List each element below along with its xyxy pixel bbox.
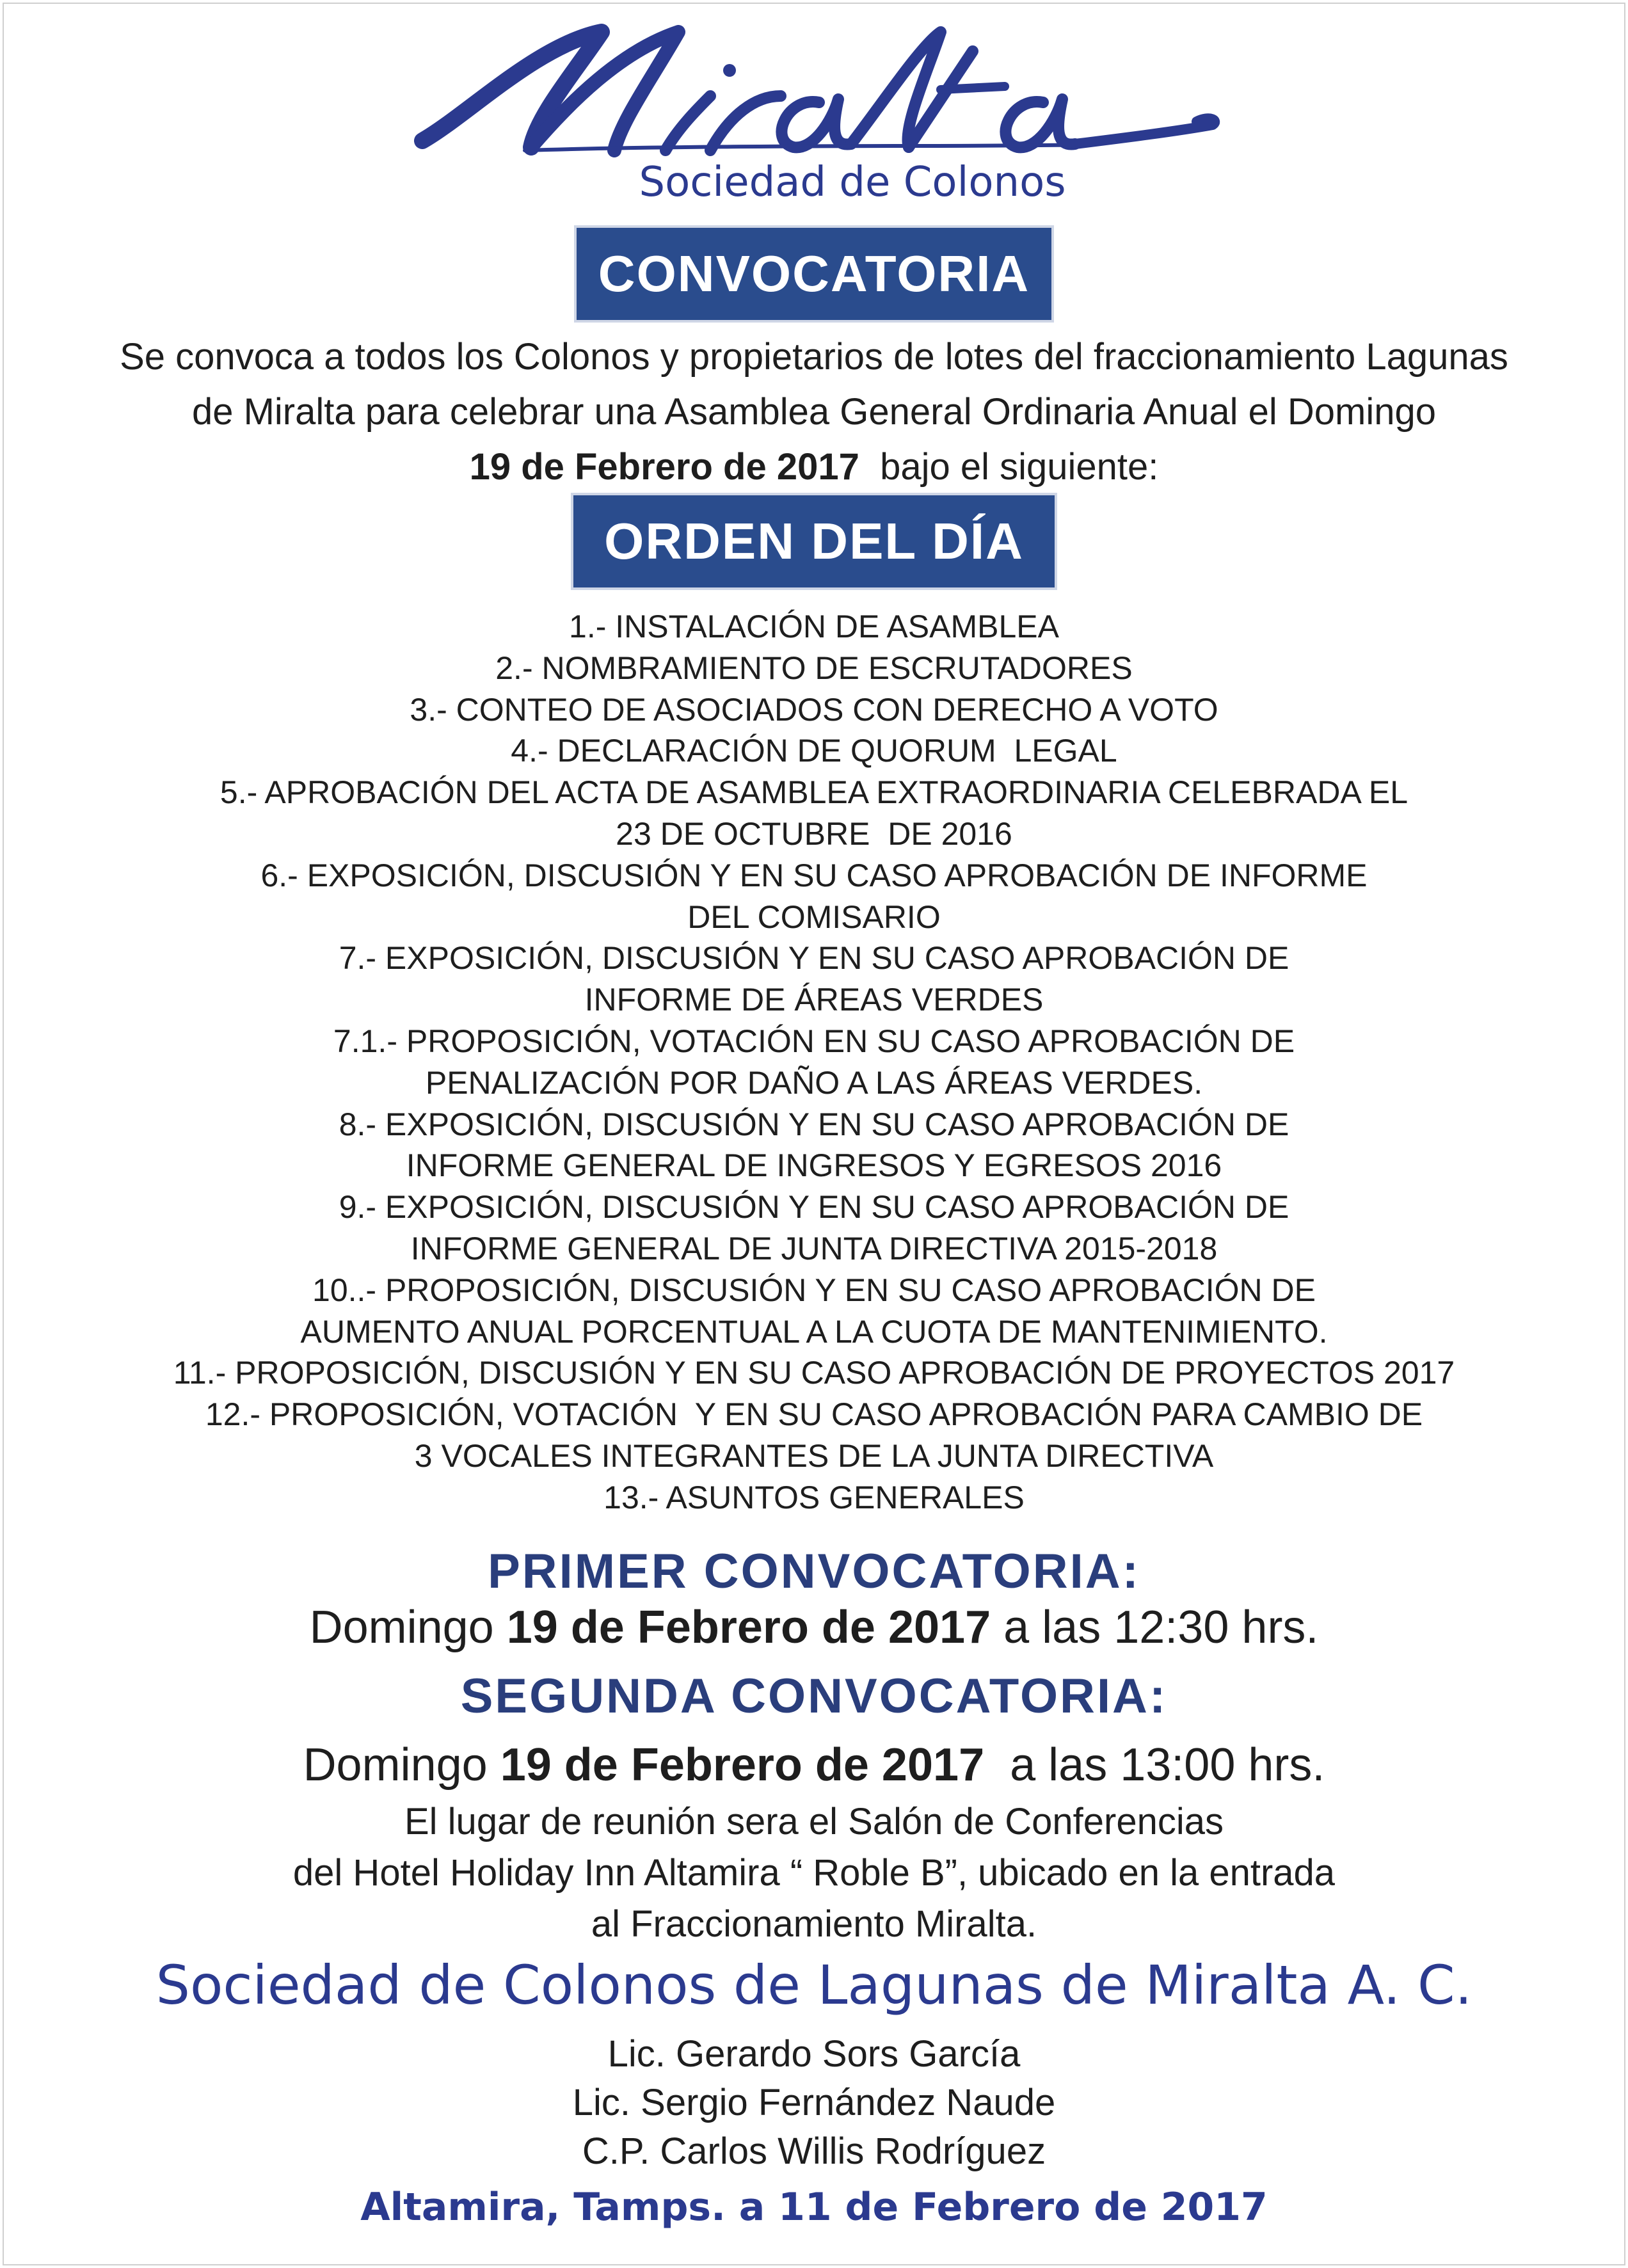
agenda-item: DEL COMISARIO bbox=[687, 898, 941, 935]
signer: C.P. Carlos Willis Rodríguez bbox=[582, 2130, 1046, 2172]
segunda-date: 19 de Febrero de 2017 bbox=[500, 1739, 985, 1791]
agenda-list bbox=[0, 606, 1628, 1519]
agenda-item: 4.- DECLARACIÓN DE QUORUM LEGAL bbox=[511, 733, 1117, 769]
agenda-item: 5.- APROBACIÓN DEL ACTA DE ASAMBLEA EXTRAORDINARIA CELEBRADA EL bbox=[219, 774, 1409, 811]
place-line-1: El lugar de reunión sera el Salón de Conferencias bbox=[404, 1801, 1224, 1842]
agenda-item: 7.1.- PROPOSICIÓN, VOTACIÓN EN SU CASO APROBACIÓN DE bbox=[333, 1023, 1295, 1059]
intro-line-2: de Miralta para celebrar una Asamblea General Ordinaria Anual el Domingo bbox=[191, 391, 1437, 433]
agenda-item: INFORME GENERAL DE INGRESOS Y EGRESOS 2016 bbox=[406, 1147, 1222, 1184]
society-name: Sociedad de Colonos de Lagunas de Miralta A. C. bbox=[156, 1954, 1472, 2016]
agenda-item: INFORME GENERAL DE JUNTA DIRECTIVA 2015-2018 bbox=[410, 1230, 1218, 1266]
primer-date: 19 de Febrero de 2017 bbox=[506, 1602, 991, 1653]
meeting-place bbox=[0, 1796, 1628, 1950]
intro-date: 19 de Febrero de 2017 bbox=[469, 446, 859, 488]
miralta-wordmark-icon bbox=[410, 19, 1222, 166]
logo-subtitle: Sociedad de Colonos bbox=[639, 159, 1066, 206]
segunda-hour: a las 13:00 hrs. bbox=[984, 1739, 1325, 1791]
primer-hour: a las 12:30 hrs. bbox=[991, 1602, 1319, 1653]
agenda-item: 8.- EXPOSICIÓN, DISCUSIÓN Y EN SU CASO APROBACIÓN DE bbox=[339, 1106, 1289, 1142]
segunda-prefix: Domingo bbox=[303, 1739, 500, 1791]
primer-prefix: Domingo bbox=[309, 1602, 507, 1653]
agenda-item: 11.- PROPOSICIÓN, DISCUSIÓN Y EN SU CASO APROBACIÓN DE PROYECTOS 2017 bbox=[173, 1355, 1455, 1391]
convocatoria-banner: CONVOCATORIA bbox=[574, 225, 1054, 323]
agenda-item: 7.- EXPOSICIÓN, DISCUSIÓN Y EN SU CASO APROBACIÓN DE bbox=[339, 940, 1289, 977]
agenda-item: 6.- EXPOSICIÓN, DISCUSIÓN Y EN SU CASO APROBACIÓN DE INFORME bbox=[260, 857, 1368, 893]
agenda-item: 23 DE OCTUBRE DE 2016 bbox=[616, 815, 1012, 852]
place-line-3: al Fraccionamiento Miralta. bbox=[591, 1903, 1037, 1945]
primer-convocatoria-heading: PRIMER CONVOCATORIA: bbox=[488, 1544, 1140, 1599]
intro-paragraph bbox=[0, 330, 1628, 495]
place-line-2: del Hotel Holiday Inn Altamira “ Roble B”, ubicado en la entrada bbox=[292, 1852, 1336, 1894]
place-and-date-footer: Altamira, Tamps. a 11 de Febrero de 2017 bbox=[360, 2185, 1268, 2230]
agenda-item: 1.- INSTALACIÓN DE ASAMBLEA bbox=[569, 609, 1059, 644]
primer-convocatoria-time bbox=[0, 1601, 1628, 1654]
intro-line-3 bbox=[0, 440, 1628, 495]
agenda-item: 3.- CONTEO DE ASOCIADOS CON DERECHO A VOTO bbox=[410, 691, 1218, 728]
segunda-convocatoria-time bbox=[0, 1739, 1628, 1791]
agenda-item: 9.- EXPOSICIÓN, DISCUSIÓN Y EN SU CASO APROBACIÓN DE bbox=[339, 1189, 1289, 1226]
agenda-item: 3 VOCALES INTEGRANTES DE LA JUNTA DIRECTIVA bbox=[414, 1437, 1214, 1474]
intro-tail: bajo el siguiente: bbox=[859, 446, 1159, 488]
signer: Lic. Gerardo Sors García bbox=[607, 2033, 1021, 2075]
agenda-item: 12.- PROPOSICIÓN, VOTACIÓN Y EN SU CASO APROBACIÓN PARA CAMBIO DE bbox=[205, 1396, 1423, 1433]
agenda-item: PENALIZACIÓN POR DAÑO A LAS ÁREAS VERDES. bbox=[425, 1064, 1203, 1101]
agenda-item: INFORME DE ÁREAS VERDES bbox=[584, 982, 1044, 1018]
signer: Lic. Sergio Fernández Naude bbox=[572, 2082, 1056, 2123]
signers-list bbox=[0, 2030, 1628, 2176]
agenda-item: 10..- PROPOSICIÓN, DISCUSIÓN Y EN SU CASO APROBACIÓN DE bbox=[312, 1272, 1316, 1308]
intro-line-1: Se convoca a todos los Colonos y propietarios de lotes del fraccionamiento Lagunas bbox=[120, 336, 1508, 378]
miralta-logo bbox=[0, 19, 1628, 211]
orden-del-dia-banner: ORDEN DEL DÍA bbox=[571, 493, 1057, 590]
segunda-convocatoria-heading: SEGUNDA CONVOCATORIA: bbox=[460, 1669, 1168, 1723]
agenda-item: 13.- ASUNTOS GENERALES bbox=[603, 1479, 1025, 1515]
agenda-item: 2.- NOMBRAMIENTO DE ESCRUTADORES bbox=[495, 650, 1133, 686]
agenda-item: AUMENTO ANUAL PORCENTUAL A LA CUOTA DE MANTENIMIENTO. bbox=[300, 1313, 1328, 1350]
